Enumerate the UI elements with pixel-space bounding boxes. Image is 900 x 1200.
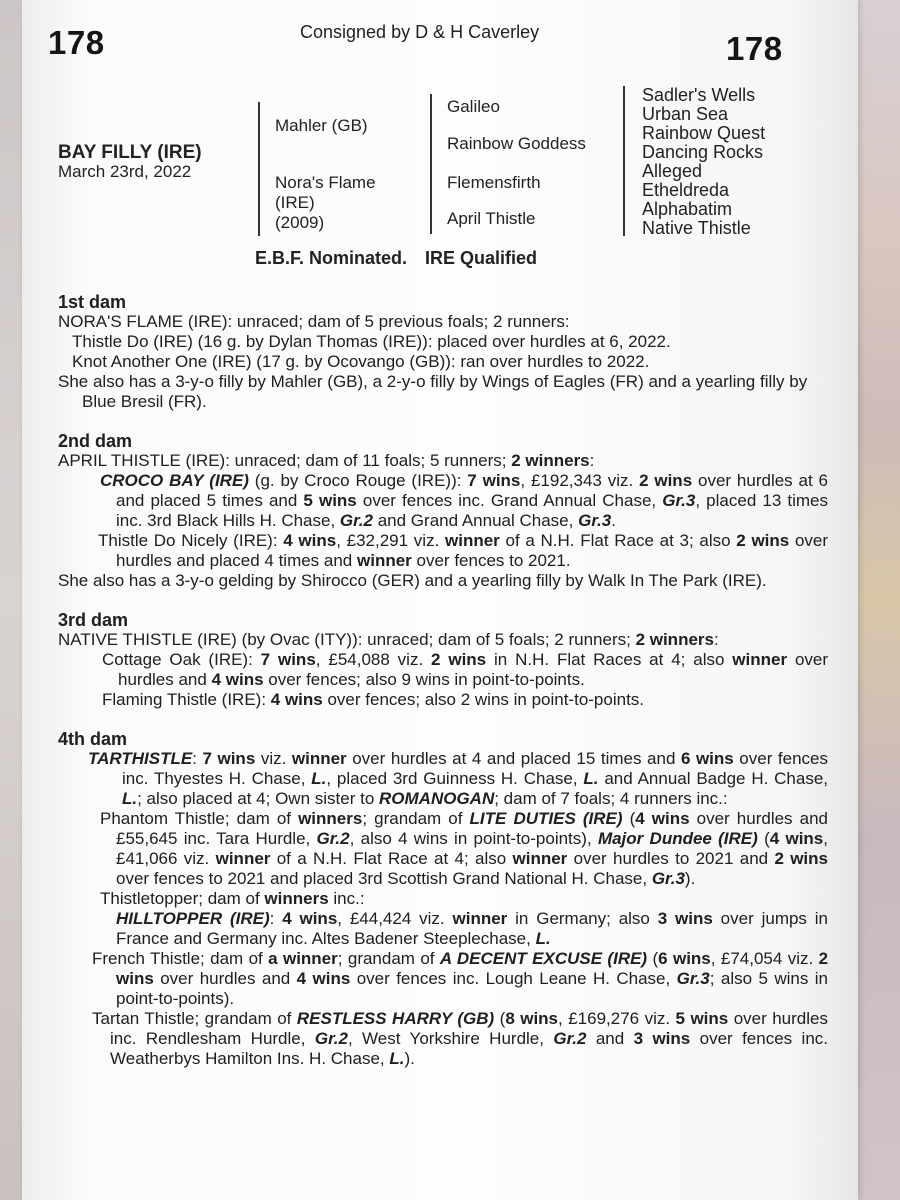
section-title: 3rd dam (58, 610, 129, 630)
foaling-date: March 23rd, 2022 (58, 162, 192, 181)
fourth-dam-section (58, 729, 828, 1069)
pedigree-divider-1 (258, 102, 260, 236)
pedigree-dam-dam: April Thistle (447, 209, 536, 228)
lot-number-left: 178 (48, 24, 105, 61)
pedigree-sire-dam: Rainbow Goddess (447, 134, 586, 153)
gen3-item: Native Thistle (642, 218, 751, 238)
pedigree-sire-sire: Galileo (447, 97, 500, 116)
also-note: She also has a 3-y-o filly by Mahler (GB), a 2-y-o filly by Wings of Eagles (FR) and a yearling filly by Blue Bresil (FR). (58, 372, 808, 411)
winner-entry: CROCO BAY (IRE) (g. by Croco Rouge (IRE)): 7 wins, £192,343 viz. 2 wins over hurdles at 6 and placed 5 times and 5 wins over fences inc. Grand Annual Chase, Gr.3, placed 13 times inc. 3rd Black Hills H. Chase, Gr.2 and Grand Annual Chase, Gr.3. (100, 471, 829, 530)
dam-intro: APRIL THISTLE (IRE): unraced; dam of 11 foals; 5 runners; 2 winners: (58, 451, 595, 470)
also-note: She also has a 3-y-o gelding by Shirocco (GER) and a yearling filly by Walk In The Park (IRE). (58, 571, 767, 590)
gen3-item: Urban Sea (642, 104, 729, 124)
third-dam-section (58, 610, 828, 710)
pedigree-dam-name: Nora's Flame (275, 173, 376, 192)
gen3-item: Sadler's Wells (642, 85, 756, 105)
ebf-nominated: E.B.F. Nominated. (255, 248, 408, 268)
gen3-item: Etheldreda (642, 180, 730, 200)
pedigree-dam-sire: Flemensfirth (447, 173, 541, 192)
catalogue-body (58, 292, 828, 1088)
winner-entry: HILLTOPPER (IRE): 4 wins, £44,424 viz. winner in Germany; also 3 wins over jumps in France and Germany inc. Altes Badener Steeplechase, L. (116, 909, 829, 948)
dam-intro: NORA'S FLAME (IRE): unraced; dam of 5 previous foals; 2 runners: (58, 312, 570, 331)
first-dam-section (58, 292, 828, 412)
gen3-item: Dancing Rocks (642, 142, 764, 162)
ire-qualified: IRE Qualified (425, 248, 538, 268)
pedigree-divider-3 (623, 86, 625, 236)
dam-intro: NATIVE THISTLE (IRE) (by Ovac (ITY)): unraced; dam of 5 foals; 2 runners; 2 winners: (58, 630, 719, 649)
pedigree-dam (275, 173, 376, 233)
section-title: 2nd dam (58, 431, 133, 451)
nomination-line (255, 248, 555, 269)
section-title: 4th dam (58, 729, 128, 749)
winner-entry: Cottage Oak (IRE): 7 wins, £54,088 viz. 2 wins in N.H. Flat Races at 4; also winner over hurdles and 4 wins over fences; also 9 wins in point-to-points. (102, 650, 829, 689)
dam-intro: TARTHISTLE: 7 wins viz. winner over hurdles at 4 and placed 15 times and 6 wins over fences inc. Thyestes H. Chase, L., placed 3rd Guinness H. Chase, L. and Annual Badge H. Chase, L.; also placed at 4; Own sister to ROMANOGAN; dam of 7 foals; 4 runners inc.: (88, 749, 829, 808)
daughter-entry: Phantom Thistle; dam of winners; grandam of LITE DUTIES (IRE) (4 wins over hurdles and £55,645 inc. Tara Hurdle, Gr.2, also 4 wins in point-to-points), Major Dundee (IRE) (4 wins, £41,066 viz. winner of a N.H. Flat Race at 4; also winner over hurdles to 2021 and 2 wins over fences to 2021 and placed 3rd Scottish Grand National H. Chase, Gr.3). (100, 809, 828, 888)
runner-entry: Knot Another One (IRE) (17 g. by Ocovango (GB)): ran over hurdles to 2022. (72, 352, 650, 371)
daughter-entry: French Thistle; dam of a winner; grandam of A DECENT EXCUSE (IRE) (6 wins, £74,054 viz. 2 wins over hurdles and 4 wins over fences inc. Lough Leane H. Chase, Gr.3; also 5 wins in point-to-points). (92, 949, 829, 1008)
consignor-line: Consigned by D & H Caverley (300, 22, 540, 42)
winner-entry: Thistle Do Nicely (IRE): 4 wins, £32,291 viz. winner of a N.H. Flat Race at 3; also 2 wins over hurdles and placed 4 times and winner over fences to 2021. (98, 531, 829, 570)
gen3-item: Rainbow Quest (642, 123, 766, 143)
section-title: 1st dam (58, 292, 127, 312)
gen3-item: Alleged (642, 161, 703, 181)
pedigree-dam-year: (2009) (275, 213, 325, 232)
lot-number-right: 178 (726, 30, 783, 67)
horse-name: BAY FILLY (IRE) (58, 142, 202, 163)
pedigree-sire: Mahler (GB) (275, 116, 368, 135)
pedigree-third-generation (642, 86, 765, 238)
runner-entry: Thistle Do (IRE) (16 g. by Dylan Thomas (IRE)): placed over hurdles at 6, 2022. (72, 332, 671, 351)
winner-entry: Flaming Thistle (IRE): 4 wins over fences; also 2 wins in point-to-points. (102, 690, 645, 709)
daughter-entry: Thistletopper; dam of winners inc.: (100, 889, 365, 908)
pedigree-dam-origin: (IRE) (275, 193, 315, 212)
daughter-entry: Tartan Thistle; grandam of RESTLESS HARRY (GB) (8 wins, £169,276 viz. 5 wins over hurdles inc. Rendlesham Hurdle, Gr.2, West Yorkshire Hurdle, Gr.2 and 3 wins over fences inc. Weatherbys Hamilton Ins. H. Chase, L.). (92, 1009, 828, 1068)
second-dam-section (58, 431, 828, 591)
catalogue-page (22, 0, 858, 1200)
pedigree-divider-2 (430, 94, 432, 234)
gen3-item: Alphabatim (642, 199, 733, 219)
